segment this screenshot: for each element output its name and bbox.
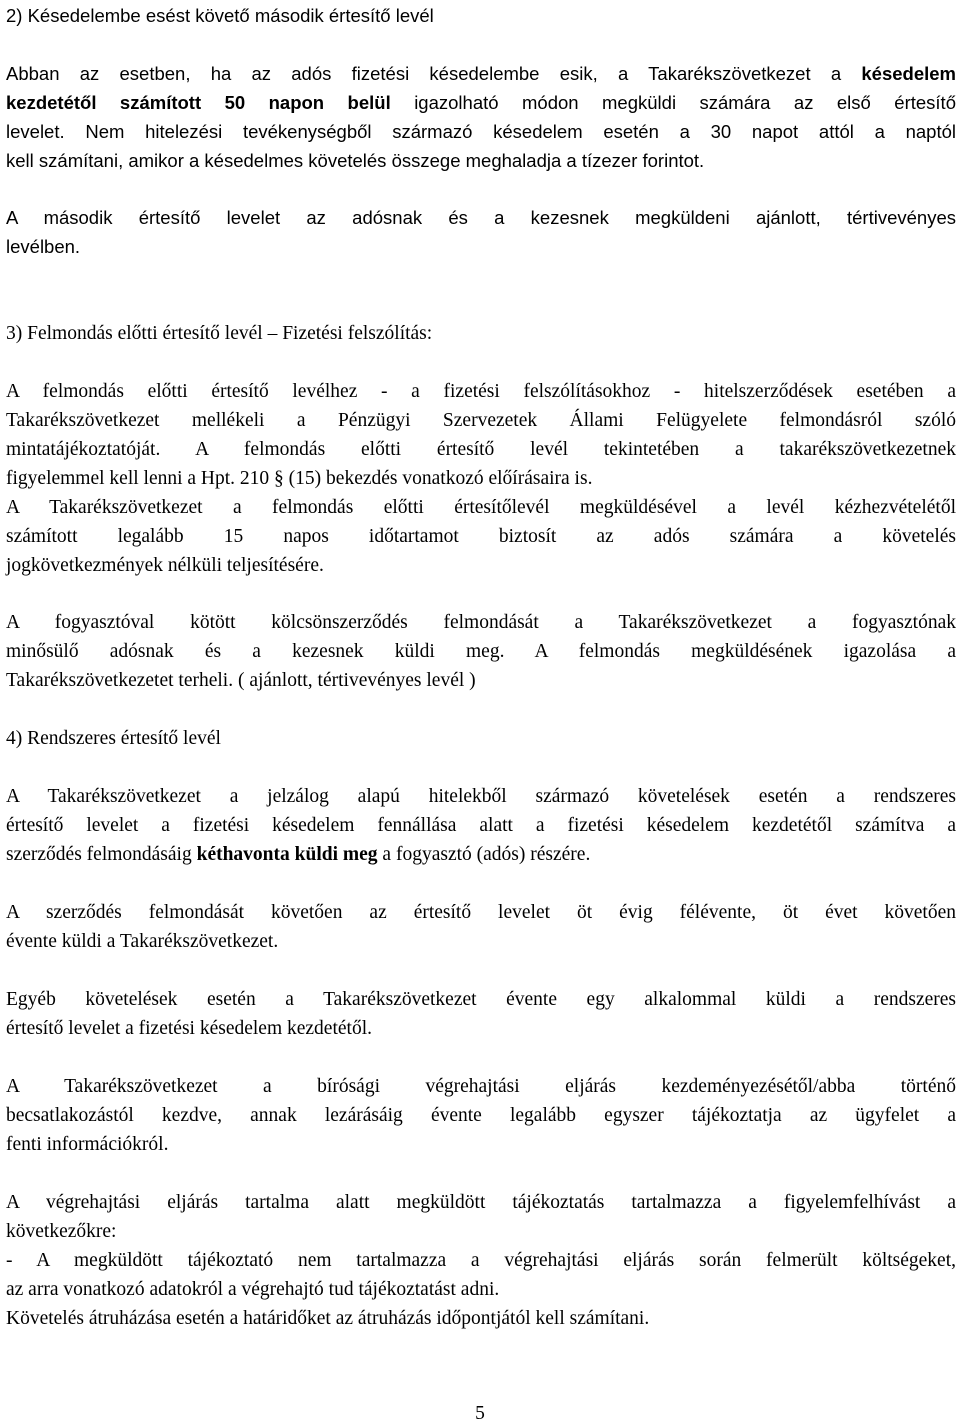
paragraph-line: becsatlakozástól kezdve, annak lezárásáig évente legalább egyszer tájékoztatja az ügyfelet a bbox=[6, 1105, 956, 1126]
section-3-paragraph-1 bbox=[6, 377, 956, 493]
paragraph-line: szerződés felmondásáig kéthavonta küldi meg a fogyasztó (adós) részére. bbox=[6, 844, 591, 865]
paragraph-line: A végrehajtási eljárás tartalma alatt megküldött tájékoztatás tartalmazza a figyelemfelhívást a bbox=[6, 1192, 956, 1213]
paragraph-line: A Takarékszövetkezet a jelzálog alapú hitelekből származó követelések esetén a rendszeres bbox=[6, 786, 956, 807]
section-2-paragraph-2 bbox=[6, 203, 956, 261]
paragraph-line: kell számítani, amikor a késedelmes követelés összege meghaladja a tízezer forintot. bbox=[6, 150, 705, 171]
paragraph-line: következőkre: bbox=[6, 1221, 117, 1242]
section-3-paragraph-3 bbox=[6, 608, 956, 695]
section-4-paragraph-5 bbox=[6, 1188, 956, 1333]
paragraph-line: Követelés átruházása esetén a határidőket az átruházás időpontjától kell számítani. bbox=[6, 1308, 650, 1329]
paragraph-line: levélben. bbox=[6, 236, 81, 257]
paragraph-line: fenti információkról. bbox=[6, 1134, 169, 1155]
section-2-heading: 2) Késedelembe esést követő második értesítő levél bbox=[6, 5, 434, 26]
paragraph-line: Abban az esetben, ha az adós fizetési késedelembe esik, a Takarékszövetkezet a késedelem bbox=[6, 63, 956, 84]
section-4-paragraph-2 bbox=[6, 898, 956, 956]
paragraph-line: A második értesítő levelet az adósnak és a kezesnek megküldeni ajánlott, tértivevényes bbox=[6, 207, 956, 228]
paragraph-line: értesítő levelet a fizetési késedelem fennállása alatt a fizetési késedelem kezdetétől számítva a bbox=[6, 815, 956, 836]
section-3-heading: 3) Felmondás előtti értesítő levél – Fizetési felszólítás: bbox=[6, 323, 433, 344]
paragraph-line: - A megküldött tájékoztató nem tartalmazza a végrehajtási eljárás során felmerült költségeket, bbox=[6, 1250, 956, 1271]
paragraph-line: A Takarékszövetkezet a felmondás előtti értesítőlevél megküldésével a levél kézhezvételétől bbox=[6, 497, 956, 518]
section-3-paragraph-2 bbox=[6, 493, 956, 580]
paragraph-line: A Takarékszövetkezet a bírósági végrehajtási eljárás kezdeményezésétől/abba történő bbox=[6, 1076, 956, 1097]
paragraph-line: A felmondás előtti értesítő levélhez - a fizetési felszólításokhoz - hitelszerződések esetében a bbox=[6, 381, 956, 402]
paragraph-line: mintatájékoztatóját. A felmondás előtti értesítő levél tekintetében a takarékszövetkezetnek bbox=[6, 439, 956, 460]
section-4-paragraph-1 bbox=[6, 782, 956, 869]
paragraph-line: minősülő adósnak és a kezesnek küldi meg. A felmondás megküldésének igazolása a bbox=[6, 641, 956, 662]
paragraph-line: A szerződés felmondását követően az értesítő levelet öt évig félévente, öt évet követően bbox=[6, 902, 956, 923]
section-2-paragraph-1 bbox=[6, 59, 956, 175]
bold-text: késedelem bbox=[861, 63, 956, 84]
section-4-paragraph-3 bbox=[6, 985, 956, 1043]
paragraph-line: Takarékszövetkezetet terheli. ( ajánlott, tértivevényes levél ) bbox=[6, 670, 476, 691]
paragraph-line: levelet. Nem hitelezési tevékenységből származó késedelem esetén a 30 napot attól a naptól bbox=[6, 121, 956, 142]
paragraph-line: A fogyasztóval kötött kölcsönszerződés felmondását a Takarékszövetkezet a fogyasztónak bbox=[6, 612, 956, 633]
paragraph-line: évente küldi a Takarékszövetkezet. bbox=[6, 931, 279, 952]
bold-text: kéthavonta küldi meg bbox=[196, 844, 378, 865]
paragraph-line: értesítő levelet a fizetési késedelem kezdetétől. bbox=[6, 1018, 372, 1039]
section-4-paragraph-4 bbox=[6, 1072, 956, 1159]
page-number: 5 bbox=[475, 1403, 485, 1424]
bold-text: kezdetétől számított 50 napon belül bbox=[6, 92, 391, 113]
paragraph-line: számított legalább 15 napos időtartamot biztosít az adós számára a követelés bbox=[6, 526, 956, 547]
paragraph-line: jogkövetkezmények nélküli teljesítésére. bbox=[6, 555, 324, 576]
paragraph-line: az arra vonatkozó adatokról a végrehajtó tud tájékoztatást adni. bbox=[6, 1279, 500, 1300]
paragraph-line: kezdetétől számított 50 napon belül igazolható módon megküldi számára az első értesítő bbox=[6, 92, 956, 113]
section-4-heading: 4) Rendszeres értesítő levél bbox=[6, 728, 221, 749]
paragraph-line: Egyéb követelések esetén a Takarékszövetkezet évente egy alkalommal küldi a rendszeres bbox=[6, 989, 956, 1010]
paragraph-line: Takarékszövetkezet mellékeli a Pénzügyi Szervezetek Állami Felügyelete felmondásról szóló bbox=[6, 410, 956, 431]
paragraph-line: figyelemmel kell lenni a Hpt. 210 § (15) bekezdés vonatkozó előírásaira is. bbox=[6, 468, 593, 489]
